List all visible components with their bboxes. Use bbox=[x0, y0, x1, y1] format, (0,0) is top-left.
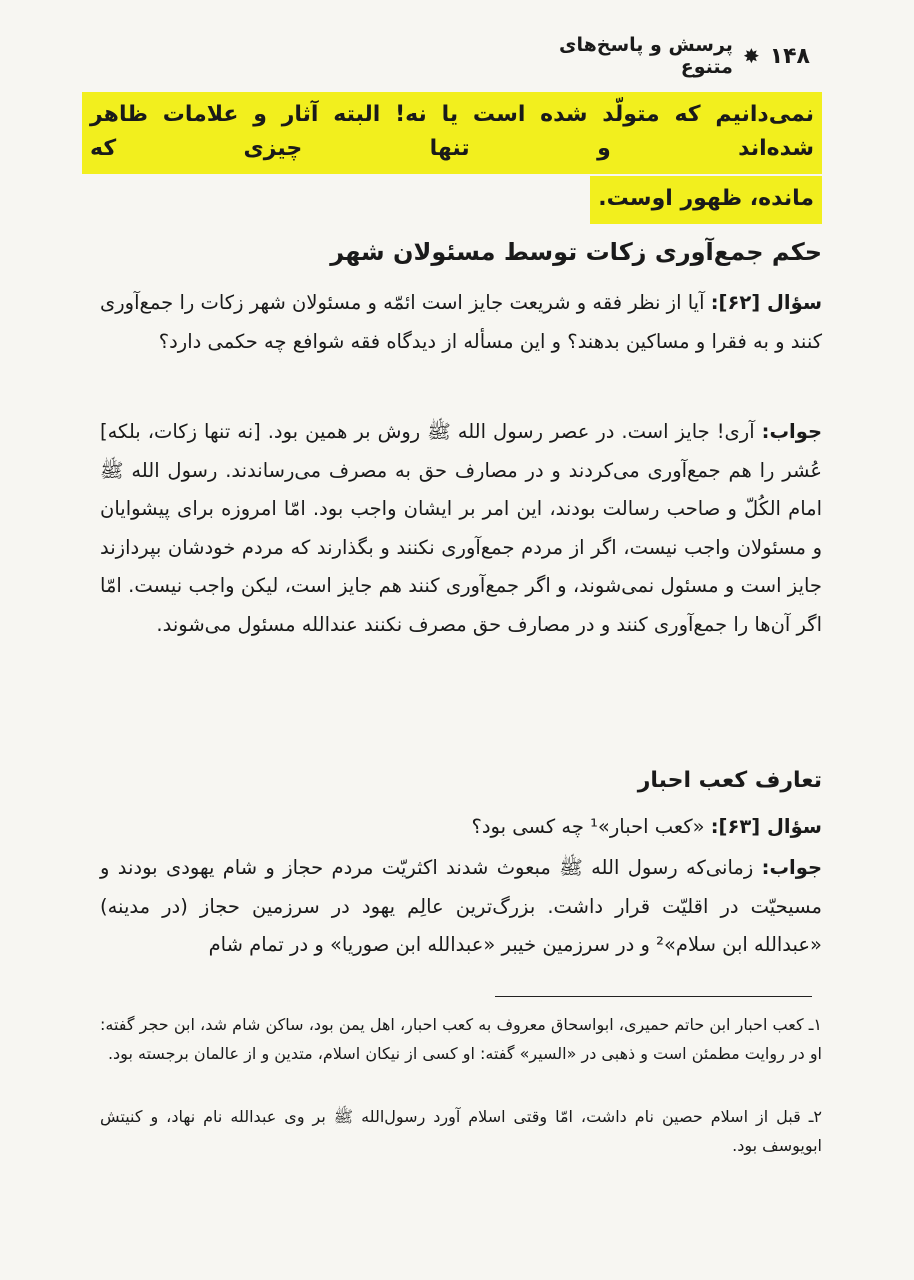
footnote-divider bbox=[495, 996, 812, 997]
star-ornament-icon: ✸ bbox=[742, 44, 760, 68]
running-title: پرسش و پاسخ‌های متنوع bbox=[559, 34, 733, 78]
running-header bbox=[520, 36, 810, 76]
question-text: آیا از نظر فقه و شریعت جایز است ائمّه و مسئولان شهر زکات را جمع‌آوری کنند و به فقرا و مساکین بدهند؟ و این مسأله از دیدگاه فقه شوافع چه حکمی دارد؟ bbox=[100, 291, 822, 353]
question-63 bbox=[100, 808, 822, 847]
answer-text: آری! جایز است. در عصر رسول الله ﷺ روش بر همین بود. [نه تنها زکات، بلکه] عُشر را هم جمع‌آوری می‌کردند و در مصارف حق به مصرف می‌رساندند. رسول الله ﷺ امام الکُلّ و صاحب رسالت بودند، این امر بر ایشان واجب بود. امّا امروزه برای پیشوایان و مسئولان واجب نیست، اگر از مردم جمع‌آوری نکنند و بگذارند که مردم خودشان بپردازند جایز است و مسئول نمی‌شوند، و اگر جمع‌آوری کنند هم جایز است، لیکن واجب نیست. امّا اگر آن‌ها را جمع‌آوری کنند و در مصارف حق مصرف نکنند عندالله مسئول می‌شوند. bbox=[100, 420, 822, 636]
answer-63 bbox=[100, 849, 822, 965]
question-text: «کعب احبار»¹ چه کسی بود؟ bbox=[471, 815, 705, 838]
highlighted-line-2: مانده، ظهور اوست. bbox=[590, 176, 822, 224]
answer-label: جواب: bbox=[761, 856, 823, 879]
answer-text: زمانی‌که رسول الله ﷺ مبعوث شدند اکثریّت مردم حجاز و شام یهودی بودند و مسیحیّت در اقلیّت قرار داشت. بزرگ‌ترین عالِم یهود در سرزمین حجاز (در مدینه) «عبدالله ابن سلام»² و در سرزمین خیبر «عبدالله ابن صوریا» و در تمام شام bbox=[100, 856, 822, 956]
footnote-1: ۱ـ کعب احبار ابن حاتم حمیری، ابواسحاق معروف به کعب احبار، اهل یمن بود، ساکن شام شد، ابن حجر گفته: او در روایت مطمئن است و ذهبی در «السیر» گفته: او کسی از نیکان اسلام، متدین و از عالمان برجسته بود. bbox=[100, 1015, 822, 1063]
question-62 bbox=[100, 284, 822, 361]
highlighted-passage bbox=[82, 92, 822, 224]
answer-label: جواب: bbox=[761, 420, 822, 443]
answer-62 bbox=[100, 413, 822, 644]
section-heading-zakat: حکم جمع‌آوری زکات توسط مسئولان شهر bbox=[330, 238, 822, 266]
footnote-2: ۲ـ قبل از اسلام حصین نام داشت، امّا وقتی اسلام آورد رسول‌الله ﷺ بر وی عبدالله نام نهاد، و کنیتش ابویوسف بود. bbox=[100, 1107, 822, 1155]
question-label: سؤال [۶۳]: bbox=[710, 815, 822, 838]
section-heading-kaab: تعارف کعب احبار bbox=[637, 768, 822, 793]
question-label: سؤال [۶۲]: bbox=[710, 291, 822, 314]
highlighted-line-1: نمی‌دانیم که متولّد شده است یا نه! البته آثار و علامات ظاهر شده‌اند و تنها چیزی که bbox=[82, 92, 822, 174]
page-number: ۱۴۸ bbox=[769, 43, 810, 69]
